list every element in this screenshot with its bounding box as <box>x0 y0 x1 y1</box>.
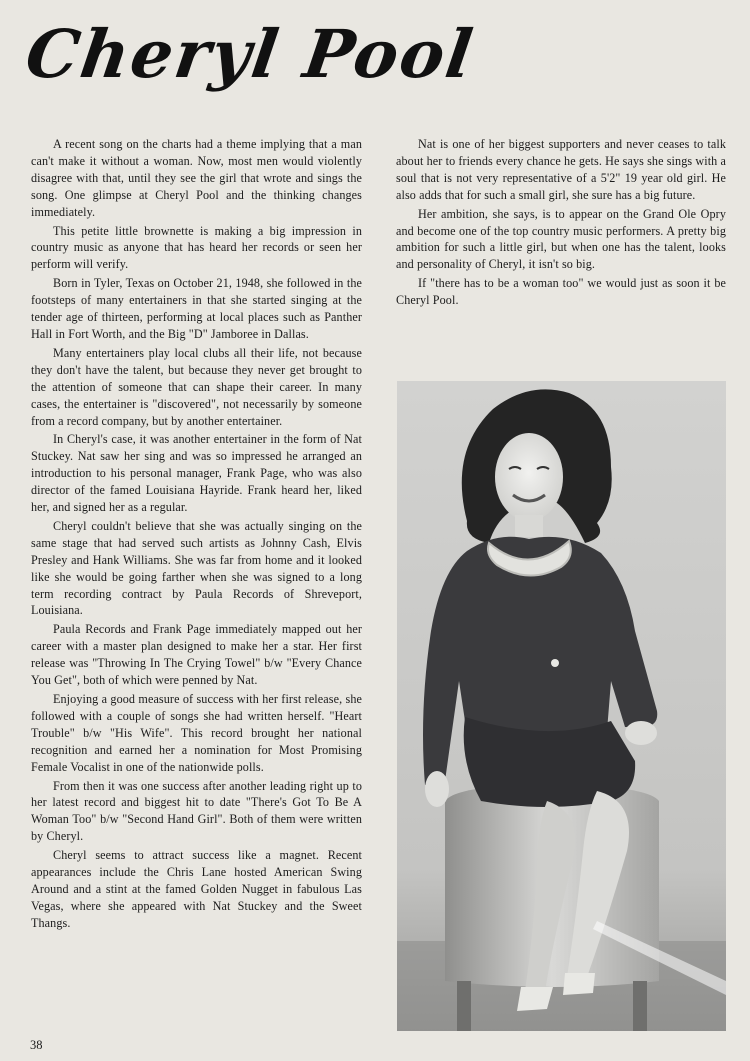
paragraph: From then it was one success after another leading right up to her latest record and biggest hit to date "There's Got To Be A Woman Too" b/w "Second Hand Girl". Both of them were written by Cheryl. <box>31 778 362 844</box>
paragraph: Her ambition, she says, is to appear on the Grand Ole Opry and become one of the top country music performers. A pretty big ambition for such a little girl, but when one has the talent, looks and personality of Cheryl, it isn't so big. <box>396 206 726 272</box>
paragraph: Born in Tyler, Texas on October 21, 1948, she followed in the footsteps of many entertainers in that she started singing at the tender age of thirteen, performing at local places such as Panther Hall in Fort Worth, and the Big "D" Jamboree in Dallas. <box>31 276 362 341</box>
paragraph: Many entertainers play local clubs all their life, not because they don't have the talent, but because they never get brought to the attention of someone that can shape their career. In many cases, the entertainer is "discovered", not necessarily by someone from a record company, but by another entertainer. <box>31 345 362 428</box>
paragraph: A recent song on the charts had a theme implying that a man can't make it without a woman. Now, most men would violently disagree with that, until they see the girl that wrote and sings the song. One glimpse at Cheryl Pool and the thinking changes immediately. <box>31 137 362 219</box>
paragraph: Paula Records and Frank Page immediately mapped out her career with a master plan designed to make her a star. Her first release was "Throwing In The Crying Towel" b/w "Every Chance You Get", both of which were penned by Nat. <box>31 622 362 688</box>
paragraph: Nat is one of her biggest supporters and never ceases to talk about her to friends every chance he gets. He says she sings with a soul that is not very representative of a 5'2" 19 year old girl. He also adds that for such a small girl, she sure has a big future. <box>396 137 726 202</box>
page-number: 38 <box>30 1038 43 1052</box>
portrait-illustration <box>397 381 726 1031</box>
article-title: Cheryl Pool <box>21 15 479 93</box>
left-column <box>31 136 362 932</box>
paragraph: This petite little brownette is making a big impression in country music as anyone that has heard her records or seen her perform will verify. <box>31 223 362 272</box>
paragraph: Cheryl seems to attract success like a magnet. Recent appearances include the Chris Lane hosted American Swing Around and a stint at the famed Golden Nugget in fabulous Las Vegas, where she appeared with Nat Stuckey and the Sweet Thangs. <box>31 848 362 930</box>
right-column <box>396 136 726 309</box>
paragraph: Cheryl couldn't believe that she was actually singing on the same stage that had served such artists as Johnny Cash, Elvis Presley and Hank Williams. She was far from home and it looked like she would be going farther when she was signed to a long term recording contract by Paula Records of Shreveport, Louisiana. <box>31 518 362 618</box>
portrait-photo <box>397 381 726 1031</box>
paragraph: In Cheryl's case, it was another entertainer in the form of Nat Stuckey. Nat saw her sing and was so impressed he arranged an introduction to his personal manager, Frank Page, who was also director of the famed Louisiana Hayride. Frank heard her, liked her, and signed her as a regular. <box>31 432 362 515</box>
paragraph: If "there has to be a woman too" we would just as soon it be Cheryl Pool. <box>396 276 726 308</box>
paragraph: Enjoying a good measure of success with her first release, she followed with a couple of songs she had written herself. "Heart Trouble" b/w "His Wife". This record brought her national recognition and earned her a nomination for Most Promising Female Vocalist in one of the nationwide polls. <box>31 692 362 774</box>
